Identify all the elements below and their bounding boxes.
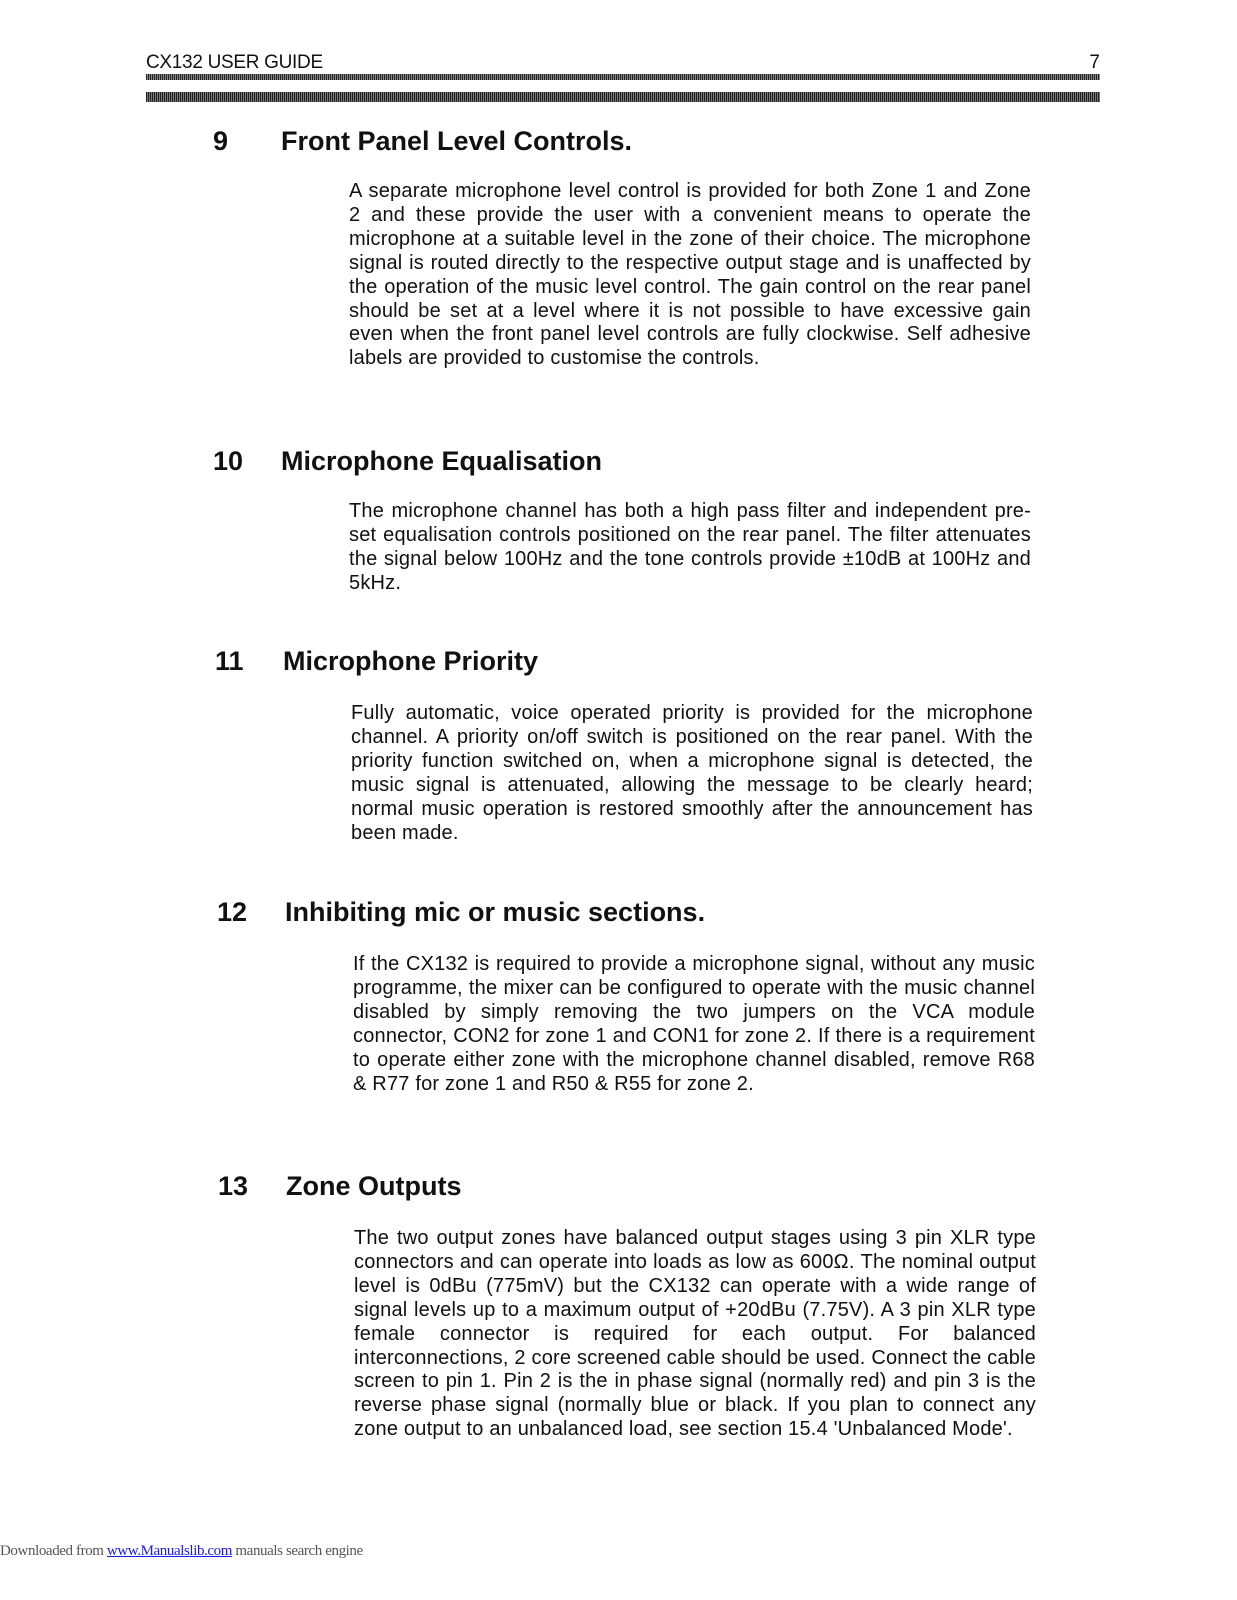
section-heading: Inhibiting mic or music sections. (285, 897, 706, 927)
section-heading: Microphone Equalisation (281, 446, 603, 476)
section-number: 13 (218, 1171, 249, 1201)
section-heading: Zone Outputs (286, 1171, 462, 1201)
download-footer (0, 1543, 363, 1560)
document-title: CX132 USER GUIDE (146, 52, 323, 73)
section-number: 11 (215, 646, 244, 676)
section-heading: Front Panel Level Controls. (281, 126, 633, 156)
manualslib-link[interactable]: www.Manualslib.com (106, 1543, 233, 1559)
section-number: 12 (217, 897, 248, 927)
section-body: The microphone channel has both a high pass filter and independent pre-set equalisation controls positioned on the rear panel. The filter attenuates the signal below 100Hz and the tone controls provide ±10dB at 100Hz and 5kHz. (349, 500, 1031, 594)
header-rule-bottom (146, 92, 1100, 102)
section-number: 10 (213, 446, 244, 476)
footer-suffix: manuals search engine (232, 1543, 363, 1559)
section-number: 9 (213, 126, 229, 156)
page-number: 7 (1089, 52, 1100, 73)
page-header (146, 52, 1100, 104)
section-body: If the CX132 is required to provide a microphone signal, without any music programme, the mixer can be configured to operate with the music channel disabled by simply removing the two jumpers on the VCA module connector, CON2 for zone 1 and CON1 for zone 2. If there is a requirement to operate either zone with the microphone channel disabled, remove R68 & R77 for zone 1 and R50 & R55 for zone 2. (353, 953, 1035, 1095)
section-body: A separate microphone level control is provided for both Zone 1 and Zone 2 and these provide the user with a convenient means to operate the microphone at a suitable level in the zone of their choice. The microphone signal is routed directly to the respective output stage and is unaffected by the operation of the music level control. The gain control on the rear panel should be set at a level where it is not possible to have excessive gain even when the front panel level controls are fully clockwise. Self adhesive labels are provided to customise the controls. (349, 180, 1031, 370)
section-heading: Microphone Priority (283, 646, 539, 676)
section-body: Fully automatic, voice operated priority is provided for the microphone channel. A priority on/off switch is positioned on the rear panel. With the priority function switched on, when a microphone signal is detected, the music signal is attenuated, allowing the message to be clearly heard; normal music operation is restored smoothly after the announcement has been made. (351, 702, 1033, 844)
footer-prefix: Downloaded from (0, 1543, 107, 1559)
section-body: The two output zones have balanced output stages using 3 pin XLR type connectors and can operate into loads as low as 600Ω. The nominal output level is 0dBu (775mV) but the CX132 can operate with a wide range of signal levels up to a maximum output of +20dBu (7.75V). A 3 pin XLR type female connector is required for each output. For balanced interconnections, 2 core screened cable should be used. Connect the cable screen to pin 1. Pin 2 is the in phase signal (normally red) and pin 3 is the reverse phase signal (normally blue or black. If you plan to connect any zone output to an unbalanced load, see section 15.4 'Unbalanced Mode'. (354, 1227, 1036, 1441)
header-rule-top (146, 74, 1100, 80)
